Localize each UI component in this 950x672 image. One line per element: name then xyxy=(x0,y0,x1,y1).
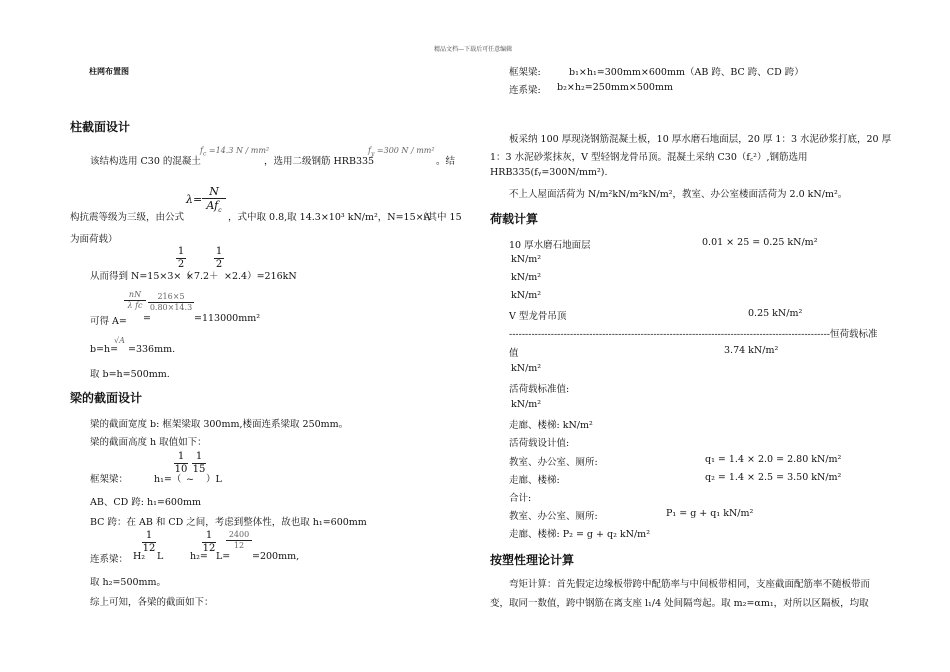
column-text-7: 取 b=h=500mm. xyxy=(90,369,170,380)
total-label: 合计: xyxy=(509,493,532,504)
dead-load-value: 3.74 kN/m² xyxy=(724,345,779,356)
beam-text-2: 梁的截面高度 h 取值如下： xyxy=(90,437,207,448)
one-twelfth-fraction-2: 1 12 xyxy=(202,530,216,554)
fc-formula: $f_c =14.3$ N / mm² xyxy=(200,146,270,158)
live-load-design-label: 活荷载设计值: xyxy=(509,438,570,449)
section-column-heading: 柱截面设计 xyxy=(70,120,131,134)
load-row-5-label: V 型龙骨吊顶 xyxy=(509,311,567,322)
section-beam-heading: 梁的截面设计 xyxy=(70,391,143,405)
tie-beam-label: 连系梁: xyxy=(509,85,541,96)
column-text-5a: 可得 A= xyxy=(90,316,127,327)
corridor-live-load: 走廊、楼梯: kN/m² xyxy=(509,420,593,431)
dead-load-label: 值 xyxy=(509,348,519,359)
beam-text-6c: L xyxy=(157,551,164,562)
load-row-3: kN/m² xyxy=(511,272,542,283)
column-text-1c: 。结 xyxy=(436,156,456,167)
beam-text-8: 综上可知，各梁的截面如下： xyxy=(90,597,214,608)
load-row-8: kN/m² xyxy=(511,363,542,374)
column-text-5b: = xyxy=(143,313,151,324)
beam-text-6f: =200mm, xyxy=(252,551,300,562)
load-row-4: kN/m² xyxy=(511,290,542,301)
beam-text-6d: h₂= xyxy=(190,551,208,562)
corridor-label-1: 走廊、楼梯: xyxy=(509,475,560,486)
corridor-p2-formula: 走廊、楼梯: P₂ = g + q₂ kN/m² xyxy=(509,529,650,540)
beam-text-6e: L= xyxy=(216,551,231,562)
beam-text-3d: ）L xyxy=(206,474,222,485)
classroom-label-2: 教室、办公室、厕所: xyxy=(509,511,598,522)
column-text-2c: （其中 15 xyxy=(418,212,462,223)
load-row-2: kN/m² xyxy=(511,254,542,265)
beam-text-6a: 连系梁： xyxy=(90,554,129,565)
load-row-10: kN/m² xyxy=(511,399,542,410)
beam-text-3b: h₁=（ xyxy=(154,474,182,485)
load-row-1-value: 0.01 × 25 = 0.25 kN/m² xyxy=(702,237,818,248)
plastic-text-2: 变，取同一数值，跨中钢筋在离支座 l₁/4 处间隔弯起。取 m₂=αm₁，对所以区隔板，均取 xyxy=(490,598,869,609)
column-text-1b: ，选用二级钢筋 HRB335 xyxy=(264,156,375,167)
nN-over-lambda-fc: nN λ fc xyxy=(124,291,146,310)
column-text-1a: 该结构选用 C30 的混凝土 xyxy=(90,156,201,167)
p1-formula: P₁ = g + q₁ kN/m² xyxy=(666,508,754,519)
column-text-6b: =336mm. xyxy=(128,344,176,355)
q1-formula: q₁ = 1.4 × 2.0 = 2.80 kN/m² xyxy=(705,454,842,465)
column-text-2b: ，式中取 0.8,取 14.3×10³ kN/m²，N=15×A xyxy=(228,212,431,223)
frame-beam-size: b₁×h₁=300mm×600mm（AB 跨、BC 跨、CD 跨） xyxy=(569,67,804,78)
beam-text-6b: H₂ xyxy=(133,551,146,562)
2400-over-12-fraction: 2400 12 xyxy=(226,531,252,550)
fy-formula: $f_y =300$ N / mm² xyxy=(368,146,435,158)
one-twelfth-fraction-1: 1 12 xyxy=(142,530,156,554)
beam-text-1: 梁的截面宽度 b: 框架梁取 300mm,楼面连系梁取 250mm。 xyxy=(90,419,349,430)
classroom-label-1: 教室、办公室、厕所: xyxy=(509,457,598,468)
section-plastic-heading: 按塑性理论计算 xyxy=(490,553,575,567)
beam-text-4: AB、CD 跨: h₁=600mm xyxy=(90,497,202,508)
half-fraction-2: 1 2 xyxy=(215,246,223,270)
page-header: 精品文档---下载后可任意编辑 xyxy=(434,46,513,53)
grid-layout-title: 柱网布置图 xyxy=(89,67,129,76)
lambda-eq: λ= xyxy=(186,193,203,206)
216-over-080: 216×5 0.80×14.3 xyxy=(149,292,193,312)
section-load-heading: 荷载计算 xyxy=(490,212,539,226)
column-text-4a: 从而得到 N=15×3×（ xyxy=(90,271,191,282)
beam-text-3a: 框架梁： xyxy=(90,474,129,485)
q2-formula: q₂ = 1.4 × 2.5 = 3.50 kN/m² xyxy=(705,472,842,483)
dead-load-divider: ----------------------------------------------------------------------------------------------------恒荷载标准 xyxy=(509,329,878,340)
sqrt-A: √A xyxy=(114,336,125,345)
lambda-fraction: N $Af_c$ xyxy=(202,186,226,214)
beam-text-5: BC 跨：在 AB 和 CD 之间，考虑到整体性，故也取 h₁=600mm xyxy=(90,517,367,528)
half-fraction-1: 1 2 xyxy=(177,246,185,270)
plastic-text-1: 弯矩计算：首先假定边缘板带跨中配筋率与中间板带相同，支座截面配筋率不随板带而 xyxy=(509,579,871,590)
tie-beam-size: b₂×h₂=250mm×500mm xyxy=(557,82,673,93)
slab-text-4: 不上人屋面活荷为 N/m²kN/m²kN/m²，教室、办公室楼面活荷为 2.0 kN/m²。 xyxy=(509,189,848,200)
load-row-1-label: 10 厚水磨石地面层 xyxy=(509,240,591,251)
one-fifteenth-fraction: 1 15 xyxy=(192,451,206,475)
beam-text-3c: ~ xyxy=(186,474,194,485)
live-load-standard-label: 活荷载标准值: xyxy=(509,384,570,395)
slab-text-1: 板采纳 100 厚现浇钢筋混凝土板，10 厚水磨石地面层，20 厚 1：3 水泥砂浆打底，20 厚 xyxy=(509,134,892,145)
column-text-3: 为面荷载） xyxy=(70,234,118,245)
column-text-4c: ×2.4）=216kN xyxy=(224,271,297,282)
slab-text-2: 1：3 水泥砂浆抹灰，V 型轻钢龙骨吊顶。混凝土采纳 C30（f꜀²）,钢筋选用 xyxy=(490,152,808,163)
column-text-5c: =113000mm² xyxy=(194,313,261,324)
beam-text-7: 取 h₂=500mm。 xyxy=(90,577,167,588)
slab-text-3: HRB335(fᵧ=300N/mm²). xyxy=(490,167,608,178)
load-row-5-value: 0.25 kN/m² xyxy=(748,308,803,319)
column-text-4b: ×7.2＋ xyxy=(186,271,219,282)
column-text-6: b=h= xyxy=(90,344,119,355)
column-text-2: 构抗震等级为三级，由公式 xyxy=(70,212,185,223)
one-tenth-fraction: 1 10 xyxy=(174,451,188,475)
frame-beam-label: 框架梁: xyxy=(509,67,541,78)
